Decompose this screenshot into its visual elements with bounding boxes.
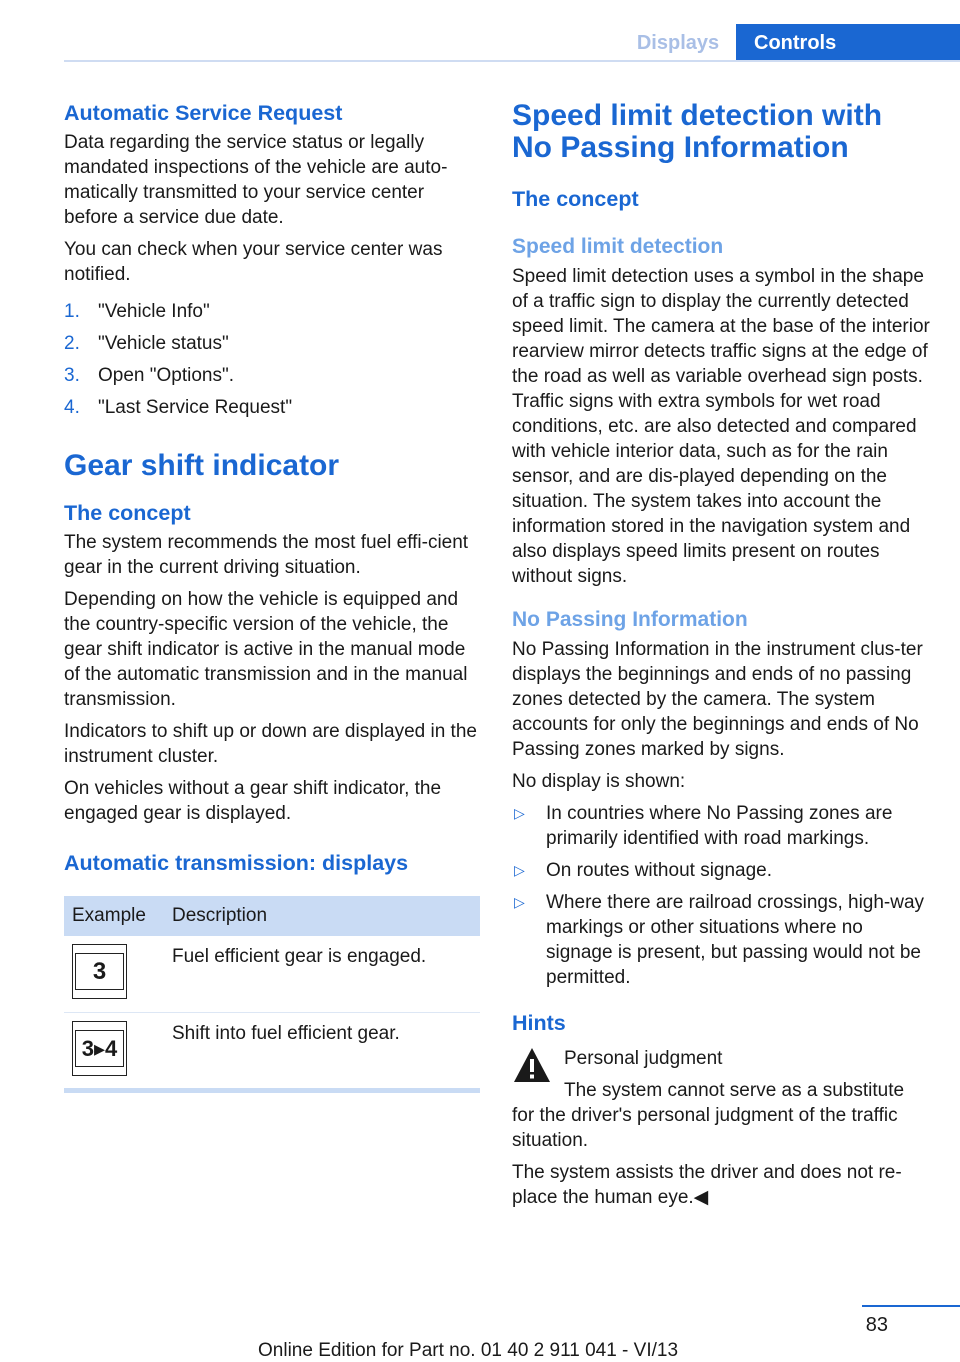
npi-paragraph: No Passing Information in the instrument clus-ter displays the beginnings and ends of no passing zones detected by the camera. The system accounts for only the beginnings and ends of No Passing zones marked by signs.: [512, 639, 923, 760]
asr-steps: [64, 299, 480, 420]
auto-trans-heading: Automatic transmission: displays: [64, 851, 409, 875]
asr-paragraph-1: Data regarding the service status or legally mandated inspections of the vehicle are auto-matically transmitted to your service center before a service due date.: [64, 132, 448, 228]
hint-label: Personal judgment: [564, 1048, 723, 1069]
table-header-example: Example: [64, 896, 172, 936]
page-number: 83: [865, 1314, 888, 1336]
sld-concept-heading: The concept: [512, 187, 639, 211]
gsi-paragraph-2: Depending on how the vehicle is equipped and the country-specific version of the vehicle, the gear shift indicator is active in the manual mode of the automatic transmission and in the manual transmission.: [64, 589, 468, 710]
gsi-paragraph-4: On vehicles without a gear shift indicator, the engaged gear is displayed.: [64, 778, 442, 824]
step-item: 1. "Vehicle Info": [64, 301, 210, 322]
footer-edition: Online Edition for Part no. 01 40 2 911 041 - VI/13: [258, 1340, 679, 1361]
gsi-heading: Gear shift indicator: [64, 449, 340, 482]
npi-paragraph-2: No display is shown:: [512, 771, 686, 792]
table-bottom-rule: [64, 1088, 480, 1093]
header-chapter-tab: Controls: [736, 24, 960, 62]
list-item: ▷ In countries where No Passing zones are primarily identified with road markings.: [514, 803, 893, 849]
list-item: ▷ Where there are railroad crossings, high-way markings or other situations where no signage is present, but passing would not be permitted.: [514, 892, 925, 988]
sld-paragraph: Speed limit detection uses a symbol in the shape of a traffic sign to display the currently detected speed limit. The camera at the base of the interior rearview mirror detects traffic signs at the edge of the road as well as variable overhead sign posts. Traffic signs with extra symbols for wet road conditions, etc. are also detected and compared with vehicle interior data, such as for the rain sensor, and are dis-played depending on the situation. The system takes into account the information stored in the navigation system and also displays speed limits present on routes without signs.: [512, 266, 930, 587]
table-row: [64, 936, 480, 1012]
right-column: [512, 100, 930, 1217]
hint-paragraph-2: The system assists the driver and does not re-place the human eye.◀: [512, 1162, 902, 1208]
table-cell-description: Shift into fuel efficient gear.: [172, 1022, 400, 1044]
gear-3-icon: 3: [72, 944, 127, 999]
display-table: [64, 896, 480, 1088]
sld-subheading: Speed limit detection: [512, 235, 724, 258]
npi-subheading: No Passing Information: [512, 608, 748, 631]
gsi-paragraph-3: Indicators to shift up or down are displayed in the instrument cluster.: [64, 721, 477, 767]
step-item: 4. "Last Service Request": [64, 397, 293, 418]
gsi-concept-heading: The concept: [64, 501, 191, 525]
warning-icon: [512, 1046, 552, 1084]
table-header-description: Description: [172, 896, 480, 936]
left-column: [64, 100, 480, 1093]
hints-heading: Hints: [512, 1011, 566, 1035]
header-section-tab: Displays: [636, 31, 720, 54]
step-item: 3. Open "Options".: [64, 365, 235, 386]
hint-block: [512, 1046, 930, 1210]
npi-bullets: [512, 801, 930, 990]
header-rule: [64, 60, 960, 62]
list-item: ▷ On routes without signage.: [514, 860, 773, 881]
footer-rule: [862, 1305, 960, 1307]
hint-paragraph-1b: for the driver's personal judgment of the traffic situation.: [512, 1105, 898, 1151]
sld-main-heading: Speed limit detection with No Passing Information: [512, 99, 883, 164]
asr-heading: Automatic Service Request: [64, 101, 343, 125]
table-cell-description: Fuel efficient gear is engaged.: [172, 936, 480, 1012]
step-item: 2. "Vehicle status": [64, 333, 229, 354]
gear-shift-up-icon: 3▸4: [72, 1021, 127, 1076]
asr-paragraph-2: You can check when your service center was notified.: [64, 239, 443, 285]
gsi-paragraph-1: The system recommends the most fuel effi-cient gear in the current driving situation.: [64, 532, 469, 578]
hint-paragraph-1a: The system cannot serve as a substitute: [564, 1080, 905, 1101]
table-row: [64, 1012, 480, 1088]
